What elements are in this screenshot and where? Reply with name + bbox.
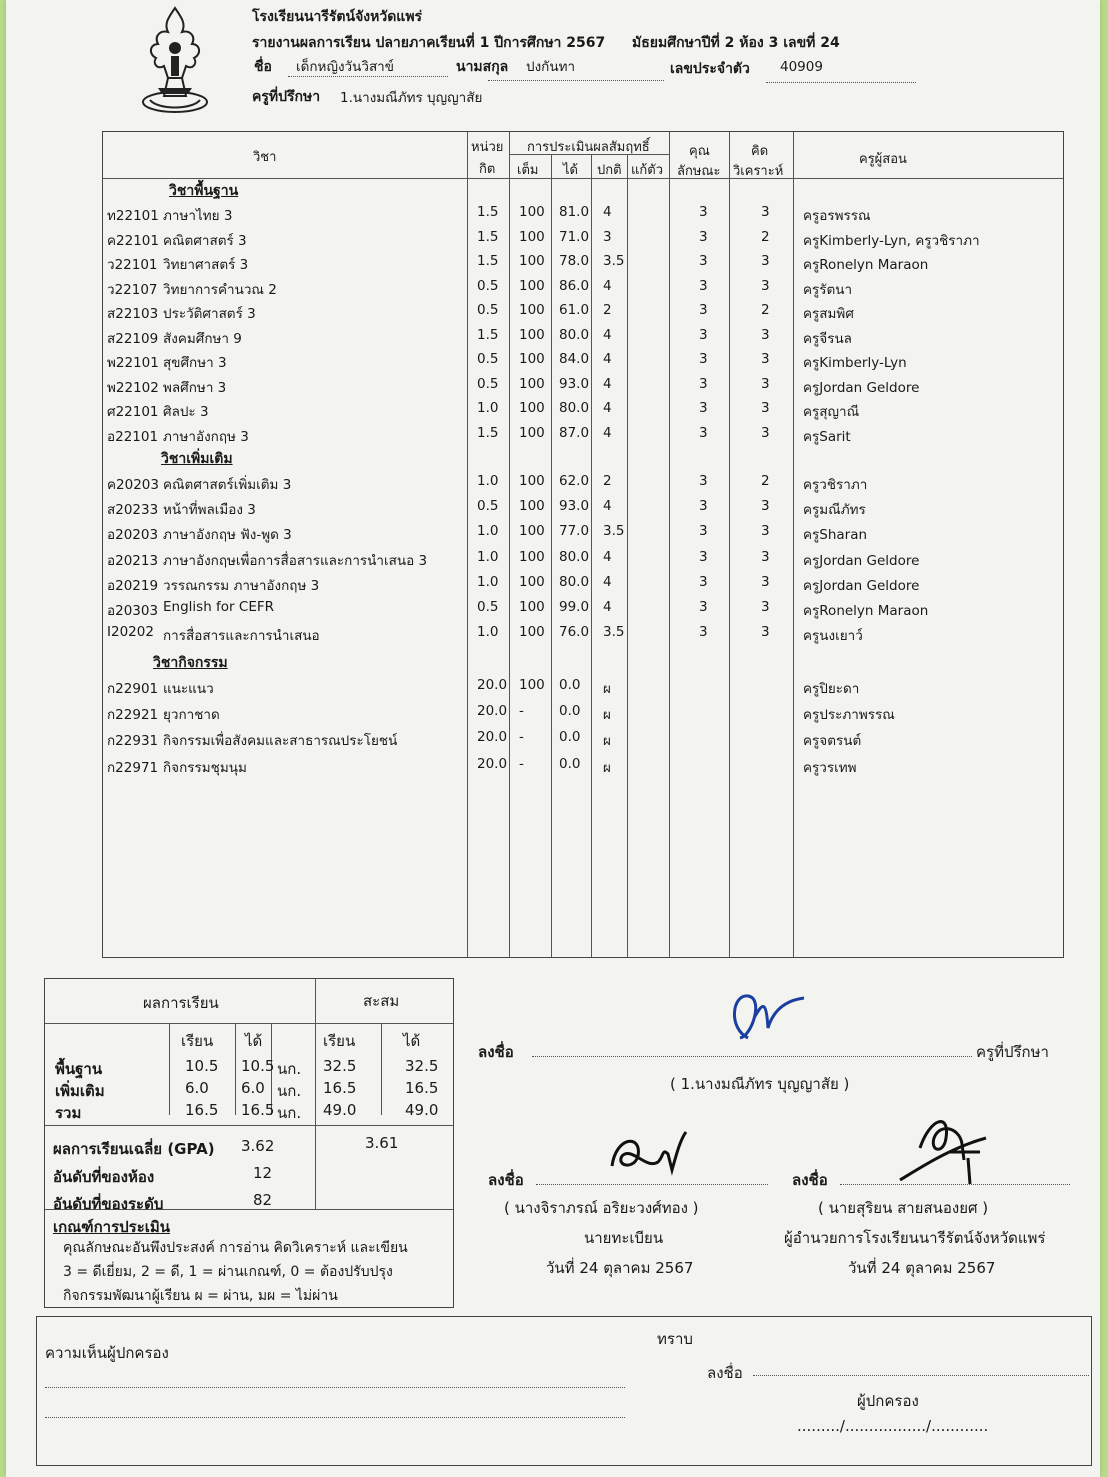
subject-code: ว22101 <box>107 257 158 273</box>
subject-code: ส20233 <box>107 502 159 519</box>
thinking-score: 3 <box>761 573 770 590</box>
full-score: 100 <box>519 424 545 441</box>
director-date: วันที่ 24 ตุลาคม 2567 <box>848 1259 996 1277</box>
grade: 3 <box>603 228 612 245</box>
grade: 2 <box>603 302 612 318</box>
thinking-score: 3 <box>761 400 770 416</box>
thinking-score: 3 <box>761 204 770 220</box>
advisor-signature <box>718 988 814 1048</box>
subject-name: ศิลปะ 3 <box>163 404 209 420</box>
rank-level-label: อันดับที่ของระดับ <box>53 1195 164 1213</box>
table-row <box>103 729 1063 753</box>
summary-col-study: เรียน <box>181 1032 214 1050</box>
table-row <box>103 574 1063 598</box>
summary-col-cum-got: ได้ <box>403 1032 421 1050</box>
student-surname: ปงกันทา <box>526 59 576 75</box>
credit: 1.5 <box>477 204 499 220</box>
credit: 0.5 <box>477 351 499 367</box>
header-credit-bottom: กิต <box>479 162 496 177</box>
thinking-score: 3 <box>761 498 770 515</box>
grade: 4 <box>603 351 612 367</box>
advisor-label: ครูที่ปรึกษา <box>252 89 321 105</box>
score: 61.0 <box>559 302 590 318</box>
score: 78.0 <box>559 253 590 269</box>
report-title: รายงานผลการเรียน ปลายภาคเรียนที่ 1 ปีการศึกษา 2567 <box>252 35 606 51</box>
subject-code: ก22931 <box>107 733 159 750</box>
header-retake: แก้ตัว <box>631 163 663 178</box>
score: 84.0 <box>559 351 590 367</box>
thinking-score: 3 <box>761 424 770 441</box>
credit: 1.5 <box>477 228 499 245</box>
character-score: 3 <box>699 424 708 441</box>
thinking-score: 2 <box>761 228 770 245</box>
table-row <box>103 253 1063 277</box>
credit: 1.5 <box>477 326 499 343</box>
director-signature <box>890 1108 1000 1188</box>
grade: 4 <box>603 400 612 416</box>
character-score: 3 <box>699 400 708 416</box>
full-score: - <box>519 703 524 720</box>
registrar-date: วันที่ 24 ตุลาคม 2567 <box>546 1259 694 1277</box>
section-basic: วิชาพื้นฐาน <box>169 183 239 199</box>
score: 99.0 <box>559 599 590 615</box>
credit: 20.0 <box>477 729 508 746</box>
registrar-signature <box>602 1126 692 1186</box>
table-row <box>103 473 1063 497</box>
parent-role: ผู้ปกครอง <box>857 1392 919 1410</box>
subject-name: วิทยาศาสตร์ 3 <box>163 257 249 273</box>
score: 76.0 <box>559 624 590 641</box>
table-row <box>103 351 1063 375</box>
full-score: 100 <box>519 375 545 392</box>
thinking-score: 3 <box>761 548 770 565</box>
character-score: 3 <box>699 498 708 515</box>
table-row <box>103 229 1063 253</box>
character-score: 3 <box>699 302 708 318</box>
grade: 3.5 <box>603 523 625 540</box>
credit: 0.5 <box>477 375 499 392</box>
subject-code: พ22101 <box>107 355 159 371</box>
grade: 4 <box>603 326 612 343</box>
subject-code: อ20203 <box>107 527 159 544</box>
full-score: 100 <box>519 573 545 590</box>
director-name: ( นายสุริยน สายสนองยศ ) <box>818 1199 989 1217</box>
full-score: 100 <box>519 548 545 565</box>
table-row <box>103 425 1063 449</box>
summary-cum-got: 32.5 <box>405 1057 439 1075</box>
teacher-name: ครูสมพิศ <box>803 306 854 322</box>
subject-name: สุขศึกษา 3 <box>163 355 227 371</box>
teacher-name: ครูนงเยาว์ <box>803 628 863 645</box>
credit: 0.5 <box>477 498 499 515</box>
advisor-role: ครูที่ปรึกษา <box>976 1043 1049 1061</box>
character-score: 3 <box>699 204 708 220</box>
credit: 0.5 <box>477 599 499 615</box>
summary-cum-study: 16.5 <box>323 1079 357 1097</box>
summary-cum-study: 32.5 <box>323 1057 357 1075</box>
teacher-name: ครูKimberly-Lyn, ครูวชิราภา <box>803 232 980 249</box>
header-character-bottom: ลักษณะ <box>677 164 721 179</box>
header-full: เต็ม <box>517 163 539 178</box>
credit: 0.5 <box>477 277 499 294</box>
summary-unit: นก. <box>277 1104 302 1122</box>
header-normal: ปกติ <box>597 163 622 178</box>
grade: 2 <box>603 473 612 489</box>
full-score: 100 <box>519 599 545 615</box>
grades-table <box>102 131 1064 958</box>
full-score: 100 <box>519 624 545 641</box>
subject-code: ว22107 <box>107 281 158 298</box>
subject-code: ค22101 <box>107 232 159 249</box>
header-character-top: คุณ <box>689 144 710 159</box>
thinking-score: 3 <box>761 624 770 641</box>
table-row <box>103 624 1063 648</box>
table-row <box>103 498 1063 522</box>
full-score: 100 <box>519 228 545 245</box>
summary-result-title: ผลการเรียน <box>143 994 219 1012</box>
summary-study: 10.5 <box>185 1057 219 1075</box>
character-score: 3 <box>699 253 708 269</box>
teacher-name: ครูรัตนา <box>803 281 853 298</box>
thinking-score: 3 <box>761 599 770 615</box>
summary-col-got: ได้ <box>245 1032 263 1050</box>
summary-row-label: พื้นฐาน <box>55 1060 103 1078</box>
teacher-name: ครูKimberly-Lyn <box>803 355 907 371</box>
subject-name: ภาษาอังกฤษเพื่อการสื่อสารและการนำเสนอ 3 <box>163 552 428 569</box>
grade: ผ <box>603 707 611 724</box>
class-info: มัธยมศึกษาปีที่ 2 ห้อง 3 เลขที่ 24 <box>632 35 840 51</box>
table-row <box>103 376 1063 400</box>
full-score: 100 <box>519 351 545 367</box>
score: 62.0 <box>559 473 590 489</box>
character-score: 3 <box>699 375 708 392</box>
subject-name: ยุวกาชาด <box>163 707 220 724</box>
credit: 20.0 <box>477 703 508 720</box>
rank-room: 12 <box>253 1164 273 1182</box>
grade: ผ <box>603 759 611 776</box>
grade: 4 <box>603 548 612 565</box>
grade: 4 <box>603 375 612 392</box>
surname-label: นามสกุล <box>456 59 509 75</box>
gpa-label: ผลการเรียนเฉลี่ย (GPA) <box>53 1140 215 1158</box>
subject-name: ภาษาอังกฤษ ฟัง-พูด 3 <box>163 527 292 544</box>
teacher-name: ครูปิยะดา <box>803 681 860 697</box>
character-score: 3 <box>699 599 708 615</box>
thinking-score: 3 <box>761 277 770 294</box>
subject-name: ภาษาไทย 3 <box>163 208 233 224</box>
subject-code: อ22101 <box>107 428 159 445</box>
summary-unit: นก. <box>277 1082 302 1100</box>
header-thinking-bottom: วิเคราะห์ <box>733 164 784 179</box>
gpa-value: 3.62 <box>241 1137 275 1155</box>
name-label: ชื่อ <box>254 59 272 75</box>
table-row <box>103 327 1063 351</box>
teacher-name: ครูJordan Geldore <box>803 552 920 569</box>
teacher-name: ครูอรพรรณ <box>803 208 871 224</box>
thinking-score: 3 <box>761 523 770 540</box>
table-row <box>103 278 1063 302</box>
score: 93.0 <box>559 375 590 392</box>
subject-code: ส22109 <box>107 330 159 347</box>
character-score: 3 <box>699 573 708 590</box>
subject-name: สังคมศึกษา 9 <box>163 330 242 347</box>
credit: 1.0 <box>477 548 499 565</box>
teacher-name: ครูสุญาณี <box>803 404 860 420</box>
summary-cum-got: 16.5 <box>405 1079 439 1097</box>
teacher-name: ครูSarit <box>803 428 851 445</box>
grade: 4 <box>603 573 612 590</box>
section-activity: วิชากิจกรรม <box>153 655 228 671</box>
table-row <box>103 549 1063 573</box>
section-additional: วิชาเพิ่มเติม <box>161 451 233 467</box>
score: 71.0 <box>559 228 590 245</box>
full-score: 100 <box>519 277 545 294</box>
table-row <box>103 756 1063 780</box>
score: 77.0 <box>559 523 590 540</box>
header-subject: วิชา <box>253 150 277 165</box>
director-sign-label: ลงชื่อ <box>792 1171 828 1189</box>
score: 86.0 <box>559 277 590 294</box>
subject-code: อ20213 <box>107 552 159 569</box>
credit: 1.0 <box>477 624 499 641</box>
subject-name: แนะแนว <box>163 681 214 697</box>
header-got: ได้ <box>563 163 578 178</box>
subject-code: ก22921 <box>107 707 159 724</box>
criteria-title: เกณฑ์การประเมิน <box>53 1218 171 1236</box>
thinking-score: 3 <box>761 253 770 269</box>
summary-study: 16.5 <box>185 1101 219 1119</box>
credit: 20.0 <box>477 755 508 772</box>
character-score: 3 <box>699 523 708 540</box>
score: 93.0 <box>559 498 590 515</box>
grade: 4 <box>603 204 612 220</box>
full-score: 100 <box>519 326 545 343</box>
summary-study: 6.0 <box>185 1079 209 1097</box>
character-score: 3 <box>699 351 708 367</box>
full-score: 100 <box>519 498 545 515</box>
teacher-name: ครูจตรนต์ <box>803 733 862 750</box>
score: 81.0 <box>559 204 590 220</box>
subject-name: วรรณกรรม ภาษาอังกฤษ 3 <box>163 577 320 594</box>
subject-code: ศ22101 <box>107 404 159 420</box>
subject-code: ส22103 <box>107 306 159 322</box>
school-name: โรงเรียนนารีรัตน์จังหวัดแพร่ <box>252 9 423 25</box>
header-thinking-top: คิด <box>751 144 769 159</box>
full-score: 100 <box>519 677 545 693</box>
student-name: เด็กหญิงวันวิสาข์ <box>296 59 394 75</box>
credit: 1.5 <box>477 424 499 441</box>
subject-name: ภาษาอังกฤษ 3 <box>163 428 249 445</box>
subject-code: ก22901 <box>107 681 159 697</box>
student-id: 40909 <box>780 59 823 75</box>
subject-name: กิจกรรมเพื่อสังคมและสาธารณประโยชน์ <box>163 733 398 750</box>
summary-got: 10.5 <box>241 1057 275 1075</box>
table-row <box>103 599 1063 623</box>
credit: 1.0 <box>477 473 499 489</box>
table-row <box>103 677 1063 701</box>
rank-level: 82 <box>253 1191 273 1209</box>
teacher-name: ครูจีรนล <box>803 330 852 347</box>
grade: 3.5 <box>603 624 625 641</box>
grade: 4 <box>603 599 612 615</box>
registrar-role: นายทะเบียน <box>584 1229 664 1247</box>
thinking-score: 3 <box>761 351 770 367</box>
subject-name: English for CEFR <box>163 599 274 615</box>
subject-code: ค20203 <box>107 477 159 493</box>
summary-cum-study: 49.0 <box>323 1101 357 1119</box>
subject-name: วิทยาการคำนวณ 2 <box>163 281 277 298</box>
criteria-line-2: 3 = ดีเยี่ยม, 2 = ดี, 1 = ผ่านเกณฑ์, 0 = ต้องปรับปรุง <box>63 1264 393 1280</box>
thinking-score: 3 <box>761 375 770 392</box>
subject-name: คณิตศาสตร์เพิ่มเติม 3 <box>163 477 292 493</box>
student-id-label: เลขประจำตัว <box>670 61 750 77</box>
character-score: 3 <box>699 548 708 565</box>
teacher-name: ครูวชิราภา <box>803 477 868 493</box>
score: 87.0 <box>559 424 590 441</box>
parent-date-line: ........./................./............ <box>797 1417 989 1435</box>
credit: 0.5 <box>477 302 499 318</box>
full-score: 100 <box>519 473 545 489</box>
thinking-score: 2 <box>761 473 770 489</box>
grade: 4 <box>603 498 612 515</box>
director-role: ผู้อำนวยการโรงเรียนนารีรัตน์จังหวัดแพร่ <box>784 1229 1046 1247</box>
registrar-sign-label: ลงชื่อ <box>488 1171 524 1189</box>
advisor-full-name: ( 1.นางมณีภัทร บุญญาสัย ) <box>670 1075 850 1093</box>
score: 80.0 <box>559 400 590 416</box>
header-credit-top: หน่วย <box>471 140 504 155</box>
summary-cum-got: 49.0 <box>405 1101 439 1119</box>
credit: 1.0 <box>477 573 499 590</box>
character-score: 3 <box>699 228 708 245</box>
table-row <box>103 703 1063 727</box>
subject-name: กิจกรรมชุมนุม <box>163 759 247 776</box>
summary-cumulative-title: สะสม <box>363 992 400 1010</box>
subject-code: อ20219 <box>107 577 159 594</box>
header-teacher: ครูผู้สอน <box>859 152 907 167</box>
summary-row-label: รวม <box>55 1104 82 1122</box>
teacher-name: ครูJordan Geldore <box>803 379 920 396</box>
character-score: 3 <box>699 473 708 489</box>
grade: 3.5 <box>603 253 625 269</box>
teacher-name: ครูวรเทพ <box>803 759 857 776</box>
full-score: 100 <box>519 253 545 269</box>
thinking-score: 3 <box>761 326 770 343</box>
summary-row-label: เพิ่มเติม <box>55 1082 105 1100</box>
table-row <box>103 523 1063 547</box>
summary-box <box>44 978 454 1308</box>
rank-room-label: อันดับที่ของห้อง <box>53 1168 155 1186</box>
score: 0.0 <box>559 729 581 746</box>
full-score: - <box>519 729 524 746</box>
criteria-line-1: คุณลักษณะอันพึงประสงค์ การอ่าน คิดวิเคราะห์ และเขียน <box>63 1240 408 1256</box>
registrar-name: ( นางจิราภรณ์ อริยะวงศ์ทอง ) <box>504 1199 699 1217</box>
subject-code: ก22971 <box>107 759 159 776</box>
parent-comment-title: ความเห็นผู้ปกครอง <box>45 1344 169 1362</box>
score: 0.0 <box>559 677 581 693</box>
score: 80.0 <box>559 573 590 590</box>
header-assessment: การประเมินผลสัมฤทธิ์ <box>527 140 650 155</box>
grade: 4 <box>603 277 612 294</box>
teacher-name: ครูRonelyn Maraon <box>803 257 929 273</box>
subject-code: พ22102 <box>107 379 159 396</box>
parent-sign-label: ลงชื่อ <box>707 1364 743 1382</box>
subject-name: หน้าที่พลเมือง 3 <box>163 502 256 519</box>
table-row <box>103 204 1063 228</box>
full-score: 100 <box>519 523 545 540</box>
teacher-name: ครูRonelyn Maraon <box>803 603 929 619</box>
teacher-name: ครูJordan Geldore <box>803 577 920 594</box>
table-row <box>103 400 1063 424</box>
parent-acknowledge: ทราบ <box>657 1330 693 1348</box>
report-paper <box>6 0 1100 1477</box>
score: 80.0 <box>559 548 590 565</box>
table-row <box>103 302 1063 326</box>
character-score: 3 <box>699 277 708 294</box>
summary-got: 16.5 <box>241 1101 275 1119</box>
full-score: 100 <box>519 400 545 416</box>
full-score: - <box>519 755 524 772</box>
credit: 20.0 <box>477 677 508 693</box>
subject-name: การสื่อสารและการนำเสนอ <box>163 628 320 645</box>
grade: ผ <box>603 681 611 697</box>
grade: 4 <box>603 424 612 441</box>
advisor-sign-label: ลงชื่อ <box>478 1043 514 1061</box>
credit: 1.0 <box>477 523 499 540</box>
criteria-line-3: กิจกรรมพัฒนาผู้เรียน ผ = ผ่าน, มผ = ไม่ผ่าน <box>63 1288 338 1304</box>
subject-code: อ20303 <box>107 603 159 619</box>
credit: 1.5 <box>477 253 499 269</box>
subject-code: I20202 <box>107 624 154 641</box>
subject-name: คณิตศาสตร์ 3 <box>163 232 247 249</box>
character-score: 3 <box>699 326 708 343</box>
summary-col-cum-study: เรียน <box>323 1032 356 1050</box>
subject-code: ท22101 <box>107 208 159 224</box>
full-score: 100 <box>519 302 545 318</box>
grade: ผ <box>603 733 611 750</box>
credit: 1.0 <box>477 400 499 416</box>
score: 0.0 <box>559 703 581 720</box>
score: 80.0 <box>559 326 590 343</box>
summary-got: 6.0 <box>241 1079 265 1097</box>
subject-name: พลศึกษา 3 <box>163 379 227 396</box>
gpa-cumulative: 3.61 <box>365 1134 399 1152</box>
full-score: 100 <box>519 204 545 220</box>
score: 0.0 <box>559 755 581 772</box>
character-score: 3 <box>699 624 708 641</box>
summary-unit: นก. <box>277 1060 302 1078</box>
teacher-name: ครูSharan <box>803 527 868 544</box>
parent-comment-box <box>36 1316 1092 1466</box>
teacher-name: ครูประภาพรรณ <box>803 707 895 724</box>
school-emblem-icon <box>138 4 212 116</box>
advisor-name: 1.นางมณีภัทร บุญญาสัย <box>340 90 483 106</box>
thinking-score: 2 <box>761 302 770 318</box>
teacher-name: ครูมณีภัทร <box>803 502 866 519</box>
subject-name: ประวัติศาสตร์ 3 <box>163 306 256 322</box>
